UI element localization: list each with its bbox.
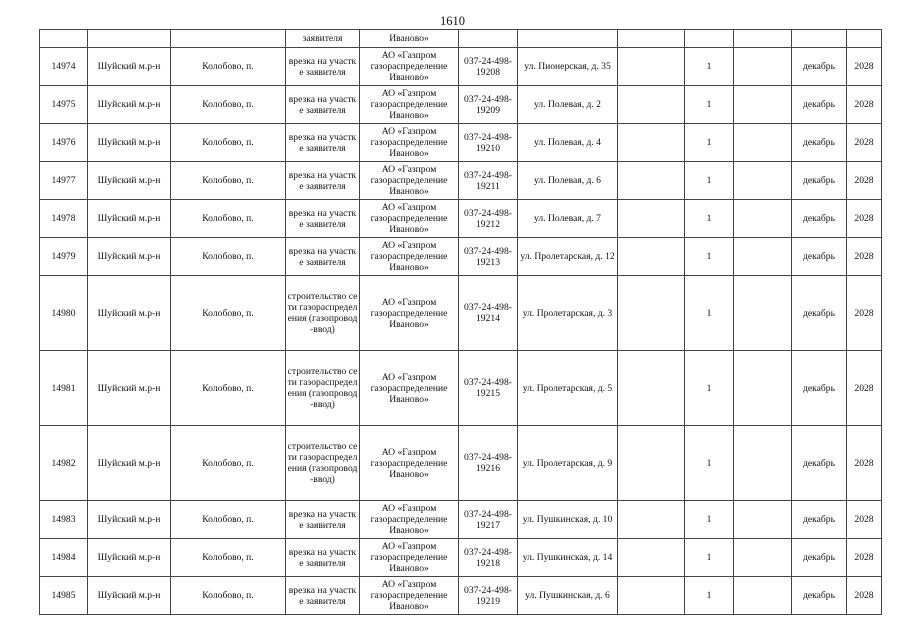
cell-empty: [459, 30, 518, 48]
cell-empty: [734, 539, 792, 577]
cell-work-type: строительство сети газораспределения (газопровод-ввод): [286, 426, 360, 501]
cell-empty: [618, 577, 685, 615]
table-row: [40, 501, 882, 539]
cell-month: декабрь: [792, 426, 847, 501]
table-row: [40, 351, 882, 426]
cell-month: декабрь: [792, 48, 847, 86]
cell-row-number: 14983: [40, 501, 88, 539]
cell-row-number: 14979: [40, 238, 88, 276]
cell-address: ул. Полевая, д. 7: [518, 200, 618, 238]
cell-code: 037-24-498-19212: [459, 200, 518, 238]
cell-quantity: 1: [685, 351, 734, 426]
cell-year: 2028: [847, 48, 882, 86]
cell-code: 037-24-498-19218: [459, 539, 518, 577]
cell-row-number: 14985: [40, 577, 88, 615]
cell-organization: АО «Газпром газораспределение Иваново»: [360, 162, 459, 200]
cell-code: 037-24-498-19215: [459, 351, 518, 426]
cell-row-number: 14980: [40, 276, 88, 351]
cell-empty: [734, 86, 792, 124]
cell-month: декабрь: [792, 238, 847, 276]
cell-empty: [734, 162, 792, 200]
cell-year: 2028: [847, 200, 882, 238]
cell-address: ул. Пушкинская, д. 6: [518, 577, 618, 615]
cell-empty: [685, 30, 734, 48]
cell-year: 2028: [847, 426, 882, 501]
cell-district: Шуйский м.р-н: [88, 426, 171, 501]
cell-quantity: 1: [685, 501, 734, 539]
cell-empty: [618, 351, 685, 426]
cell-settlement: Колобово, п.: [171, 162, 286, 200]
cell-work-type: строительство сети газораспределения (газопровод-ввод): [286, 351, 360, 426]
cell-settlement: Колобово, п.: [171, 86, 286, 124]
cell-district: Шуйский м.р-н: [88, 162, 171, 200]
cell-address: ул. Пушкинская, д. 10: [518, 501, 618, 539]
cell-organization: АО «Газпром газораспределение Иваново»: [360, 577, 459, 615]
cell-quantity: 1: [685, 124, 734, 162]
cell-year: 2028: [847, 124, 882, 162]
cell-row-number: 14982: [40, 426, 88, 501]
cell-work-type: врезка на участке заявителя: [286, 238, 360, 276]
cell-organization: АО «Газпром газораспределение Иваново»: [360, 351, 459, 426]
cell-quantity: 1: [685, 200, 734, 238]
cell-month: декабрь: [792, 539, 847, 577]
cell-row-number: 14981: [40, 351, 88, 426]
cell-empty: [618, 426, 685, 501]
cell-settlement: Колобово, п.: [171, 426, 286, 501]
cell-quantity: 1: [685, 162, 734, 200]
cell-empty: [618, 200, 685, 238]
cell-organization: АО «Газпром газораспределение Иваново»: [360, 276, 459, 351]
cell-address: ул. Пролетарская, д. 5: [518, 351, 618, 426]
table-row: [40, 276, 882, 351]
cell-code: 037-24-498-19214: [459, 276, 518, 351]
cell-empty: [734, 48, 792, 86]
table-row: [40, 124, 882, 162]
cell-empty: [734, 200, 792, 238]
cell-empty: [618, 124, 685, 162]
cell-code: 037-24-498-19209: [459, 86, 518, 124]
cell-settlement: Колобово, п.: [171, 276, 286, 351]
cell-settlement: Колобово, п.: [171, 501, 286, 539]
cell-empty: [618, 86, 685, 124]
cell-district: Шуйский м.р-н: [88, 86, 171, 124]
cell-organization: АО «Газпром газораспределение Иваново»: [360, 200, 459, 238]
cell-quantity: 1: [685, 86, 734, 124]
cell-quantity: 1: [685, 238, 734, 276]
table-row: [40, 86, 882, 124]
cell-empty: [171, 30, 286, 48]
cell-settlement: Колобово, п.: [171, 351, 286, 426]
cell-address: ул. Пролетарская, д. 12: [518, 238, 618, 276]
cell-address: ул. Полевая, д. 2: [518, 86, 618, 124]
cell-empty: [618, 30, 685, 48]
table-row-continued: [40, 30, 882, 48]
cell-code: 037-24-498-19211: [459, 162, 518, 200]
cell-organization: АО «Газпром газораспределение Иваново»: [360, 539, 459, 577]
cell-empty: [618, 539, 685, 577]
cell-quantity: 1: [685, 539, 734, 577]
cell-row-number: 14977: [40, 162, 88, 200]
cell-address: ул. Пионерская, д. 35: [518, 48, 618, 86]
cell-month: декабрь: [792, 162, 847, 200]
cell-settlement: Колобово, п.: [171, 48, 286, 86]
cell-empty: [618, 501, 685, 539]
cell-work-type: врезка на участке заявителя: [286, 539, 360, 577]
table-body: [40, 30, 882, 615]
cell-year: 2028: [847, 351, 882, 426]
cell-empty: [734, 501, 792, 539]
cell-code: 037-24-498-19208: [459, 48, 518, 86]
table-row: [40, 162, 882, 200]
cell-year: 2028: [847, 501, 882, 539]
cell-year: 2028: [847, 86, 882, 124]
cell-address: ул. Пролетарская, д. 9: [518, 426, 618, 501]
cell-organization: АО «Газпром газораспределение Иваново»: [360, 426, 459, 501]
cell-empty: [734, 30, 792, 48]
cell-empty: [88, 30, 171, 48]
cell-month: декабрь: [792, 577, 847, 615]
cell-organization: АО «Газпром газораспределение Иваново»: [360, 86, 459, 124]
cell-address: ул. Полевая, д. 4: [518, 124, 618, 162]
cell-district: Шуйский м.р-н: [88, 351, 171, 426]
cell-year: 2028: [847, 238, 882, 276]
cell-work-type: врезка на участке заявителя: [286, 124, 360, 162]
cell-code: 037-24-498-19216: [459, 426, 518, 501]
cell-district: Шуйский м.р-н: [88, 48, 171, 86]
cell-work-type: врезка на участке заявителя: [286, 162, 360, 200]
cell-empty: [618, 238, 685, 276]
cell-work-type: врезка на участке заявителя: [286, 48, 360, 86]
cell-row-number: 14975: [40, 86, 88, 124]
table-row: [40, 238, 882, 276]
cell-empty: [734, 577, 792, 615]
cell-settlement: Колобово, п.: [171, 238, 286, 276]
cell-empty: [518, 30, 618, 48]
table-row: [40, 577, 882, 615]
cell-empty: [618, 48, 685, 86]
cell-work-type: врезка на участке заявителя: [286, 577, 360, 615]
cell-empty: [734, 124, 792, 162]
cell-month: декабрь: [792, 351, 847, 426]
cell-empty: [734, 238, 792, 276]
cell-month: декабрь: [792, 501, 847, 539]
cell-row-number: 14978: [40, 200, 88, 238]
cell-settlement: Колобово, п.: [171, 539, 286, 577]
cell-month: декабрь: [792, 124, 847, 162]
cell-month: декабрь: [792, 276, 847, 351]
cell-district: Шуйский м.р-н: [88, 200, 171, 238]
cell-quantity: 1: [685, 48, 734, 86]
table-row: [40, 48, 882, 86]
cell-organization: АО «Газпром газораспределение Иваново»: [360, 124, 459, 162]
cell-work-type: строительство сети газораспределения (газопровод-ввод): [286, 276, 360, 351]
cell-work-type: врезка на участке заявителя: [286, 501, 360, 539]
cell-code: 037-24-498-19213: [459, 238, 518, 276]
cell-code: 037-24-498-19217: [459, 501, 518, 539]
cell-empty: [618, 162, 685, 200]
cell-code: 037-24-498-19219: [459, 577, 518, 615]
cell-district: Шуйский м.р-н: [88, 501, 171, 539]
cell-row-number: 14976: [40, 124, 88, 162]
table-row: [40, 539, 882, 577]
cell-district: Шуйский м.р-н: [88, 124, 171, 162]
cell-empty: [792, 30, 847, 48]
table-row: [40, 426, 882, 501]
cell-address: ул. Пролетарская, д. 3: [518, 276, 618, 351]
cell-organization: АО «Газпром газораспределение Иваново»: [360, 48, 459, 86]
cell-organization: Иваново»: [360, 30, 459, 48]
cell-district: Шуйский м.р-н: [88, 577, 171, 615]
cell-work-type: врезка на участке заявителя: [286, 86, 360, 124]
cell-empty: [734, 351, 792, 426]
cell-empty: [734, 276, 792, 351]
cell-month: декабрь: [792, 86, 847, 124]
cell-year: 2028: [847, 276, 882, 351]
cell-empty: [40, 30, 88, 48]
cell-year: 2028: [847, 577, 882, 615]
cell-settlement: Колобово, п.: [171, 577, 286, 615]
cell-address: ул. Полевая, д. 6: [518, 162, 618, 200]
cell-quantity: 1: [685, 276, 734, 351]
cell-address: ул. Пушкинская, д. 14: [518, 539, 618, 577]
cell-row-number: 14974: [40, 48, 88, 86]
cell-empty: [734, 426, 792, 501]
cell-empty: [618, 276, 685, 351]
cell-work-type: заявителя: [286, 30, 360, 48]
cell-district: Шуйский м.р-н: [88, 539, 171, 577]
gas-connection-registry-table: [39, 29, 882, 615]
page-number: 1610: [440, 14, 465, 28]
cell-quantity: 1: [685, 577, 734, 615]
cell-quantity: 1: [685, 426, 734, 501]
cell-district: Шуйский м.р-н: [88, 276, 171, 351]
cell-settlement: Колобово, п.: [171, 124, 286, 162]
cell-year: 2028: [847, 162, 882, 200]
cell-organization: АО «Газпром газораспределение Иваново»: [360, 238, 459, 276]
cell-district: Шуйский м.р-н: [88, 238, 171, 276]
cell-empty: [847, 30, 882, 48]
cell-settlement: Колобово, п.: [171, 200, 286, 238]
cell-work-type: врезка на участке заявителя: [286, 200, 360, 238]
cell-code: 037-24-498-19210: [459, 124, 518, 162]
cell-month: декабрь: [792, 200, 847, 238]
table-row: [40, 200, 882, 238]
cell-row-number: 14984: [40, 539, 88, 577]
cell-year: 2028: [847, 539, 882, 577]
cell-organization: АО «Газпром газораспределение Иваново»: [360, 501, 459, 539]
